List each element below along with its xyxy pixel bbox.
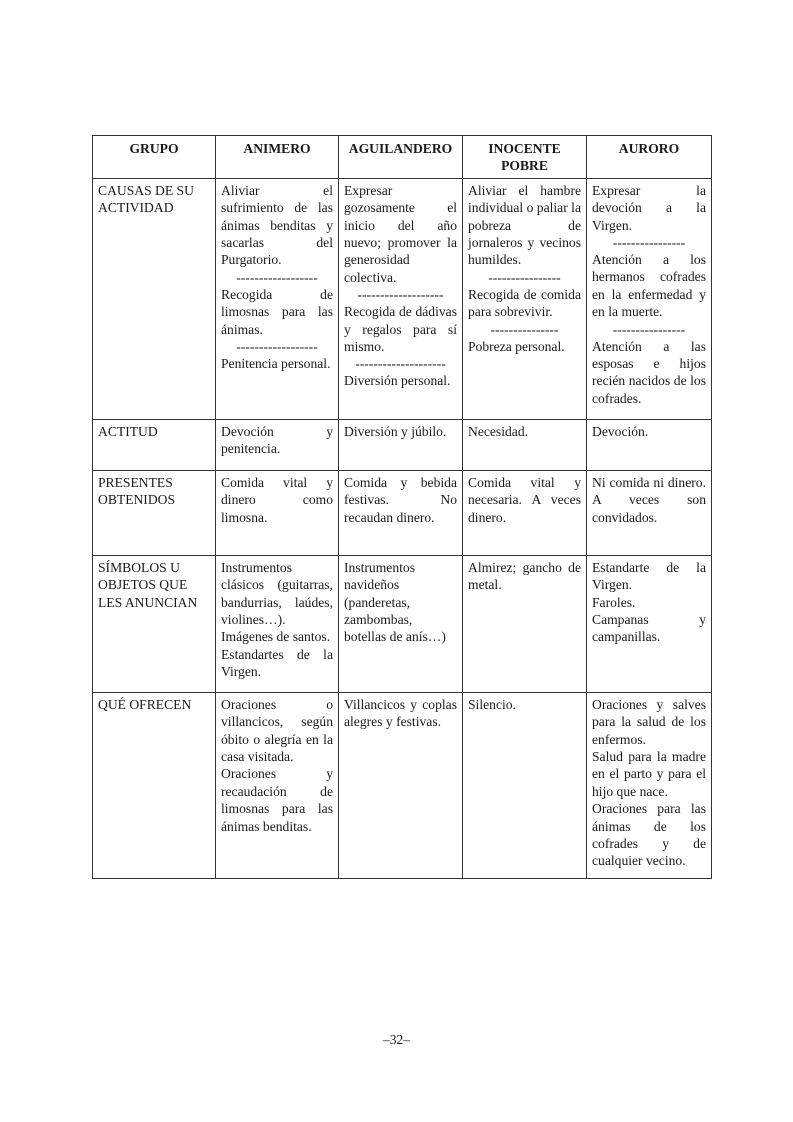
cell-text: Diversión y júbilo. [344,423,447,439]
cell-text: Oraciones y salves para la salud de los enfermos. [592,696,706,747]
cell-text: Necesidad. [468,423,529,439]
cell-inocente-pobre [463,555,587,692]
cell-inocente-pobre [463,178,587,419]
separator-line: ---------------- [612,235,686,251]
cell-text: Pobreza personal. [468,338,565,354]
row-label: QUÉ OFRECEN [98,696,192,712]
cell-text: Oraciones para las ánimas de los cofrades y de cualquier vecino. [592,801,706,869]
cell-aguilandero [339,692,463,878]
row-label-cell [93,692,216,878]
cell-inocente-pobre [463,470,587,555]
cell-text: Atención a los hermanos cofrades en la enfermedad y en la muerte. [592,252,706,320]
cell-text: Estandartes de la Virgen. [221,646,333,680]
cell-text: Campanas y campanillas. [592,612,706,645]
table-row-causas [93,178,712,419]
cell-animero [216,692,339,878]
cell-auroro [587,555,712,692]
cell-text: Ni comida ni dinero. A veces son convidados. [592,474,706,525]
cell-inocente-pobre [463,692,587,878]
separator-line: ------------------- [357,287,444,303]
page-number: –32– [382,1032,411,1047]
cell-animero [216,419,339,470]
cell-aguilandero [339,470,463,555]
cell-text: Devoción. [592,423,649,439]
cell-text: Recogida de limosnas para las ánimas. [221,286,333,337]
cell-aguilandero [339,178,463,419]
cell-animero [216,470,339,555]
cell-text: Recogida de dádivas y regalos para sí mismo. [344,304,457,355]
cell-text: Expresar la devoción a la Virgen. [592,182,706,233]
cell-auroro [587,178,712,419]
row-label: PRESENTES OBTENIDOS [98,474,176,508]
row-label-cell [93,555,216,692]
separator-line: --------------- [490,321,559,337]
separator-line: ------------------ [236,269,318,285]
cell-text: Instrumentos clásicos (guitarras, bandurrias, laúdes, violines…). [221,559,333,628]
cell-text: Instrumentos navideños (panderetas, zambombas, botellas de anís…) [344,559,446,645]
cell-text: Silencio. [468,696,516,712]
row-label-cell [93,470,216,555]
cell-text: Almirez; gancho de metal. [468,559,581,593]
row-label: CAUSAS DE SU ACTIVIDAD [98,182,194,216]
header-inocente-pobre: INOCENTE POBRE [463,136,587,179]
cell-text: Recogida de comida para sobrevivir. [468,286,581,320]
cell-text: Oraciones y recaudación de limosnas para las ánimas benditas. [221,766,333,834]
separator-line: ------------------ [236,339,318,355]
cell-text: Salud para la madre en el parto y para el hijo que nace. [592,749,706,799]
cell-auroro [587,692,712,878]
row-label: SÍMBOLOS U OBJETOS QUE LES ANUNCIAN [98,559,198,610]
cell-text: Villancicos y coplas alegres y festivas. [344,696,457,730]
cell-text: Faroles. [592,594,636,610]
table-body [93,178,712,878]
header-aguilandero: AGUILANDERO [339,136,463,179]
groups-comparison-table [92,135,712,879]
separator-line: ---------------- [488,269,561,285]
header-animero: ANIMERO [216,136,339,179]
table-row-simbolos [93,555,712,692]
separator-line: ---------------- [612,321,686,337]
cell-inocente-pobre [463,419,587,470]
header-row [93,136,712,179]
table-row-ofrecen [93,692,712,878]
cell-text: Atención a las esposas e hijos recién nacidos de los cofrades. [592,338,706,406]
cell-text: Oraciones o villancicos, según óbito o alegría en la casa visitada. [221,696,333,765]
cell-text: Devoción y penitencia. [221,423,333,457]
cell-text: Aliviar el sufrimiento de las ánimas benditas y sacarlas del Purgatorio. [221,182,333,268]
separator-line: -------------------- [355,356,446,372]
cell-text: Comida vital y necesaria. A veces dinero. [468,474,581,525]
row-label-cell [93,178,216,419]
table-row-presentes [93,470,712,555]
cell-text: Estandarte de la Virgen. [592,559,706,593]
cell-text: Comida y bebida festivas. No recaudan dinero. [344,474,457,525]
cell-text: Aliviar el hambre individual o paliar la pobreza de jornaleros y vecinos humildes. [468,182,581,268]
row-label: ACTITUD [98,423,158,439]
cell-animero [216,555,339,692]
cell-aguilandero [339,555,463,692]
cell-animero [216,178,339,419]
table-row-actitud [93,419,712,470]
cell-aguilandero [339,419,463,470]
header-grupo: GRUPO [93,136,216,179]
cell-auroro [587,419,712,470]
row-label-cell [93,419,216,470]
cell-text: Imágenes de santos. [221,629,331,645]
cell-auroro [587,470,712,555]
cell-text: Diversión personal. [344,373,451,389]
cell-text: Expresar gozosamente el inicio del año nuevo; promover la generosidad colectiva. [344,182,457,285]
cell-text: Comida vital y dinero como limosna. [221,474,333,525]
header-auroro: AURORO [587,136,712,179]
cell-text: Penitencia personal. [221,356,331,372]
table-header [93,136,712,179]
